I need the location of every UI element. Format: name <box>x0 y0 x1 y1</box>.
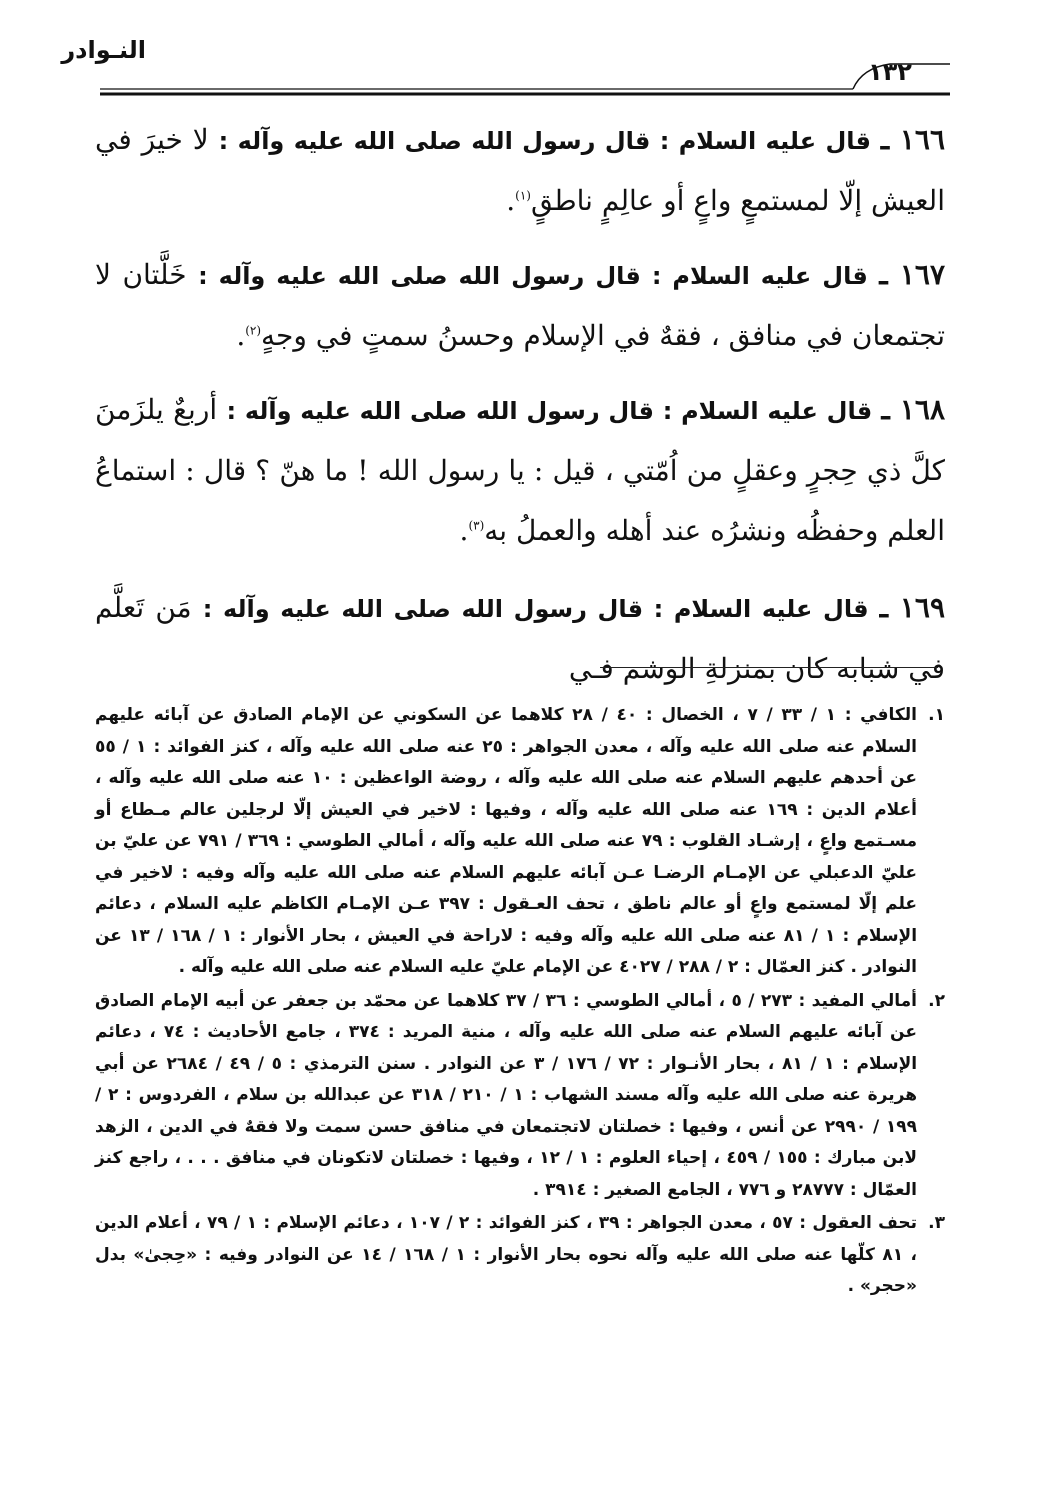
hadith-entry-169 <box>95 578 945 699</box>
footnote-number: ٣. <box>928 1213 945 1233</box>
entry-number: ١٦٦ ـ <box>880 123 946 156</box>
entry-number: ١٦٨ ـ <box>881 393 945 426</box>
hadith-entry-167: ١٦٧ ـ قال عليه السلام : قال رسول الله صلى الله عليه وآله : خَلَّتان لا تجتمعان في منافق ، فقهٌ في الإسلام وحسنُ سمتٍ في وجهٍ$^{(٢)}$. <box>95 258 946 352</box>
entry-lead: قال عليه السلام : قال رسول الله صلى الله عليه وآله : <box>226 397 873 425</box>
footnote-ref: (١) <box>515 188 531 203</box>
hadith-entry-166: ١٦٦ ـ قال عليه السلام : قال رسول الله صلى الله عليه وآله : لا خيرَ في العيش إلّا لمستمعٍ واعٍ أو عالِمٍ ناطقٍ$^{(١)}$. <box>95 123 946 217</box>
entry-lead: قال عليه السلام : قال رسول الله صلى الله عليه وآله : <box>218 127 871 155</box>
footnote-2 <box>95 986 945 1207</box>
page-number: ١٣٢ <box>868 58 912 86</box>
entry-number: ١٦٧ ـ <box>879 258 946 291</box>
footnote-number: ٢. <box>928 990 945 1011</box>
footnote-text: تحف العقول : ٥٧ ، معدن الجواهر : ٣٩ ، كنز الفوائد : ٢ / ١٠٧ ، دعائم الإسلام : ١ / ٧٩ ، أعلام الدين ، ٨١ كلّها عنه صلى الله عليه وآله نحوه بحار الأنوار : ١ / ١٦٨ / ١٤ عن النوادر وفيه : «حِجىٰ» بدل «حجر» . <box>95 1213 918 1296</box>
footnote-ref: (٢) <box>245 323 262 338</box>
entry-text: لا خيرَ في العيش إلّا لمستمعٍ واعٍ أو عالِمٍ ناطقٍ <box>95 123 945 217</box>
entry-number: ١٦٩ ـ <box>879 591 946 624</box>
footnote-text: الكافي : ١ / ٣٣ / ٧ ، الخصال : ٤٠ / ٢٨ كلاهما عن السكوني عن الإمام الصادق عن آبائه عليهم السلام عنه صلى الله عليه وآله ، معدن الجواهر : ٢٥ عنه صلى الله عليه وآله ، كنز الفوائد : ١ / ٥٥ عن أحدهم عليهم السلام عنه صلى الله عليه وآله ، روضة الواعظين : ١٠ عنه صلى الله عليه وآله ، أعلام الدين : ١٦٩ عنه صلى الله عليه وآله ، وفيها : لاخير في العيش إلّا لرجلين عالم مـطاع أو مسـتمع واعٍ ، إرشـاد القلوب : ٧٩ عنه صلى الله عليه وآله ، أمالي الطوسي : ٣٦٩ / ٧٩١ عن عليّ بن عليّ الدعبلي عن الإمـام الرضـا عـن آبائه عليهم السلام عنه صلى الله عليه وآله وفيه : لاخير في علم إلّا لمستمع واعٍ أو عالم ناطق ، تحف العـقول : ٣٩٧ عـن الإمـام الكاظم عليه السلام ، دعائم الإسلام : ١ / ٨١ عنه صلى الله عليه وآله وفيه : لاراحة في العيش ، بحار الأنوار : ١ / ١٦٨ / ١٣ عن النوادر . كنز العمّال : ٢ / ٢٨٨ / ٤٠٢٧ عن الإمام عليّ عليه السلام عنه صلى الله عليه وآله . <box>95 705 918 977</box>
hadith-entry-168: ١٦٨ ـ قال عليه السلام : قال رسول الله صلى الله عليه وآله : أربعٌ يلزَمنَ كلَّ ذي حِجرٍ وعقلٍ من اُمّتي ، قيل : يا رسول الله ! ما هنّ ؟ قال : استماعُ العلم وحفظُه ونشرُه عند أهله والعملُ به$^{(٣)}$. <box>95 393 945 547</box>
footnote-3 <box>95 1208 945 1303</box>
footnote-number: ١. <box>928 705 945 725</box>
entry-lead: قال عليه السلام : قال رسول الله صلى الله عليه وآله : <box>202 595 869 623</box>
footnote-1 <box>95 700 945 984</box>
entry-text: أربعٌ يلزَمنَ كلَّ ذي حِجرٍ وعقلٍ من اُمّتي ، قيل : يا رسول الله ! ما هنّ ؟ قال : استماعُ العلم وحفظُه ونشرُه عند أهله والعملُ به <box>95 393 945 547</box>
entry-text: خَلَّتان لا تجتمعان في منافق ، فقهٌ في الإسلام وحسنُ سمتٍ في وجهٍ <box>95 258 945 352</box>
header-rule <box>100 0 950 110</box>
entry-lead: قال عليه السلام : قال رسول الله صلى الله عليه وآله : <box>198 262 868 290</box>
footnote-text: أمالي المفيد : ٢٧٣ / ٥ ، أمالي الطوسي : ٣٦ / ٣٧ كلاهما عن محمّد بن جعفر عن أبيه الإمام الصادق عن آبائه عليهم السلام عنه صلى الله عليه وآله ، منية المريد : ٣٧٤ ، جامع الأحاديث : ٧٤ ، دعائم الإسلام : ١ / ٨١ ، بحار الأنـوار : ٧٢ / ١٧٦ / ٣ عن النوادر . سنن الترمذي : ٥ / ٤٩ / ٢٦٨٤ عن أبي هريرة عنه صلى الله عليه وآله مسند الشهاب : ١ / ٢١٠ / ٣١٨ عن عبدالله بن سلام ، الفردوس : ٢ / ١٩٩ / ٢٩٩٠ عن أنس ، وفيها : خصلتان لاتجتمعان في منافق حسن سمت ولا فقهٌ في الدين ، الزهد لابن مبارك : ١٥٥ / ٤٥٩ ، إحياء العلوم : ١ / ١٢ ، وفيها : خصلتان لاتكونان في منافق . . . ، راجع كنز العمّال : ٢٨٧٧٧ و ٧٧٦ ، الجامع الصغير : ٣٩١٤ . <box>95 990 918 1200</box>
footnote-ref: (٣) <box>468 518 485 533</box>
footnote-separator <box>600 667 938 668</box>
running-title: النـوادر <box>61 36 146 64</box>
footnotes <box>95 700 945 1305</box>
entry-text: مَن تَعلَّم في شبابه كان بمنزلةِ الوشم فـي <box>95 591 945 685</box>
